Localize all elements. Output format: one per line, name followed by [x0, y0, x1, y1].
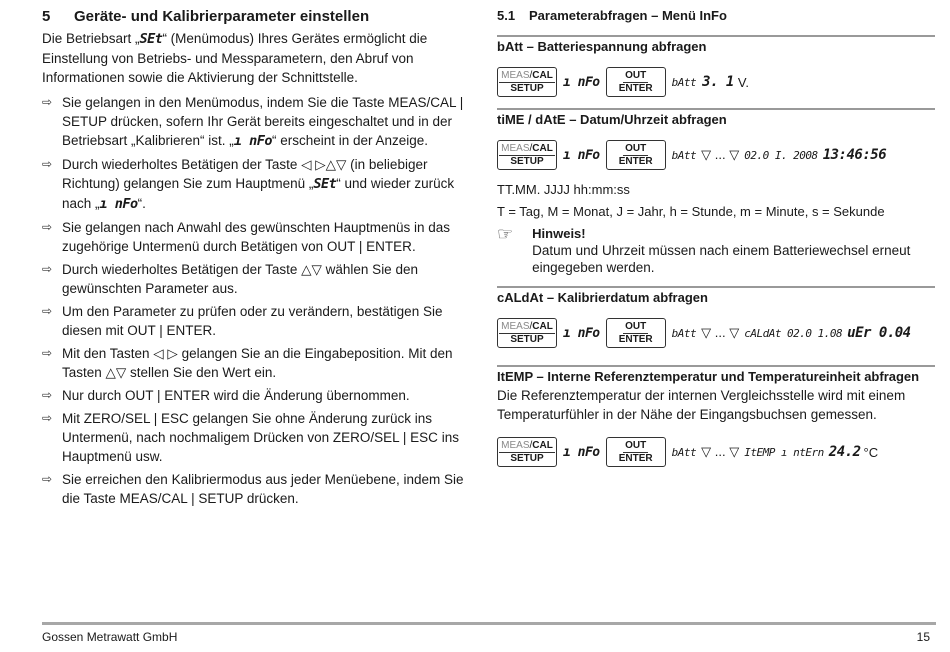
instruction-text: wird die Änderung übernommen. — [210, 388, 410, 403]
lcd-glyph: SEt — [313, 176, 337, 192]
cal-heading: cALdAt – Kalibrierdatum abfragen — [497, 286, 935, 305]
time-lcd-clock: 13:46:56 — [822, 147, 887, 163]
temp-lcd-text: ItEMP ı ntErn — [744, 445, 824, 459]
instruction-item — [42, 344, 478, 382]
instruction-text: Sie gelangen in den Menümodus, indem Sie die Taste — [62, 95, 389, 110]
key-label: OUT | ENTER — [125, 388, 211, 403]
lcd-glyph: ı nFo — [99, 196, 138, 212]
instruction-text: gelangen Sie ohne Änderung zurück ins Untermenü, nach nochmaligem Drücken von — [62, 411, 432, 445]
batt-heading: bAtt – Batteriespannung abfragen — [497, 35, 935, 54]
instruction-text: Um den Parameter zu prüfen oder zu verändern, bestätigen Sie diesen mit — [62, 304, 443, 338]
time-format: TT.MM. JJJJ hh:mm:ss — [497, 182, 630, 197]
left-column — [42, 8, 478, 512]
instruction-text: drücken. — [243, 491, 299, 506]
instruction-text: Sie erreichen den Kalibriermodus aus jeder Menüebene, indem Sie die Taste — [62, 472, 464, 506]
instruction-item — [42, 302, 478, 340]
temp-heading: ItEMP – Interne Referenztemperatur und Temperatureinheit abfragen — [497, 365, 935, 384]
instruction-text: Sie gelangen nach Anwahl des gewünschten Hauptmenüs in das zugehörige Untermenü durch Betätigen von — [62, 220, 451, 254]
key-label: OUT | ENTER — [127, 323, 213, 338]
instruction-text: ins Hauptmenü usw. — [62, 430, 459, 464]
cal-lcd-date: cALdAt 02.0 1.08 — [744, 326, 843, 340]
info-lcd: ı nFo — [563, 444, 600, 460]
batt-key-sequence — [497, 64, 935, 100]
key-label: ZERO/SEL | ESC — [83, 411, 189, 426]
key-label: ZERO/SEL | ESC — [332, 430, 438, 445]
cal-key-sequence — [497, 315, 935, 351]
info-lcd: ı nFo — [563, 325, 600, 341]
instruction-text: Mit den Tasten ◁ ▷ gelangen Sie an die Eingabeposition. Mit den Tasten △▽ stellen Sie den Wert ein. — [62, 346, 453, 380]
cal-dots: ▽ ... ▽ — [701, 325, 740, 340]
arrow-right-icon: ⇨ — [42, 472, 53, 486]
out-enter-key: OUT ENTER — [606, 140, 666, 170]
right-column — [497, 8, 935, 478]
time-dots: ▽ ... ▽ — [701, 147, 740, 162]
time-key-sequence — [497, 137, 935, 173]
batt-unit: V. — [737, 74, 749, 90]
cal-lcd-label: bAtt — [671, 326, 697, 340]
info-lcd: ı nFo — [563, 74, 600, 90]
instruction-text: Durch wiederholtes Betätigen der Taste △▽ wählen Sie den gewünschten Parameter aus. — [62, 262, 418, 296]
meas-cal-setup-key: MEAS/CAL SETUP — [497, 140, 557, 170]
temp-dots: ▽ ... ▽ — [701, 444, 740, 459]
meas-cal-setup-key: MEAS/CAL SETUP — [497, 318, 557, 348]
key-label: OUT | ENTER — [326, 239, 412, 254]
set-lcd: SEt — [139, 31, 163, 47]
arrow-right-icon: ⇨ — [42, 95, 53, 109]
instruction-item — [42, 409, 478, 466]
instruction-item — [42, 260, 478, 298]
hint-box — [497, 225, 935, 276]
instruction-item — [42, 470, 478, 508]
arrow-right-icon: ⇨ — [42, 220, 53, 234]
out-enter-key: OUT ENTER — [606, 318, 666, 348]
instruction-list — [42, 93, 478, 508]
arrow-right-icon: ⇨ — [42, 262, 53, 276]
arrow-right-icon: ⇨ — [42, 157, 53, 171]
arrow-right-icon: ⇨ — [42, 346, 53, 360]
lcd-glyph: ı nFo — [233, 133, 272, 149]
key-label: MEAS/CAL | SETUP — [62, 95, 464, 129]
arrow-right-icon: ⇨ — [42, 304, 53, 318]
temp-text: Die Referenztemperatur der internen Vergleichsstelle wird mit einem Temperaturfühler in der Nähe der Eingangsbuchsen gemessen. — [497, 388, 906, 422]
time-legend: T = Tag, M = Monat, J = Jahr, h = Stunde, m = Minute, s = Sekunde — [497, 204, 885, 219]
meas-cal-setup-key: MEAS/CAL SETUP — [497, 67, 557, 97]
instruction-text: “ erscheint in der Anzeige. — [271, 133, 429, 148]
info-lcd: ı nFo — [563, 147, 600, 163]
temp-key-sequence — [497, 434, 935, 470]
instruction-text: . — [212, 323, 217, 338]
arrow-right-icon: ⇨ — [42, 388, 53, 402]
time-lcd-label: bAtt — [671, 148, 697, 162]
temp-lcd-label: bAtt — [671, 445, 697, 459]
instruction-item — [42, 218, 478, 256]
instruction-text: . — [411, 239, 416, 254]
instruction-text: Mit — [62, 411, 84, 426]
section-5-title: 5 Geräte- und Kalibrierparameter einstellen — [42, 8, 370, 25]
intro-paragraph: Die Betriebsart „SEt“ (Menümodus) Ihres Gerätes ermöglicht die Einstellung von Betriebs- und Messparametern, den Abruf von Informationen sowie die Aktivierung der Schnittstelle. — [42, 31, 428, 85]
page-number: 15 — [916, 630, 930, 644]
arrow-right-icon: ⇨ — [42, 411, 53, 425]
instruction-item — [42, 386, 478, 405]
instruction-item — [42, 93, 478, 151]
cal-lcd-version: uEr 0.04 — [847, 325, 911, 341]
out-enter-key: OUT ENTER — [606, 437, 666, 467]
instruction-text: “. — [137, 196, 146, 211]
footer-company: Gossen Metrawatt GmbH — [42, 630, 178, 644]
instruction-text: Durch wiederholtes Betätigen der Taste ◁ ▷△▽ (in beliebiger Richtung) gelangen Sie zum Hauptmenü „ — [62, 157, 428, 191]
hint-text: Datum und Uhrzeit müssen nach einem Batteriewechsel erneut eingegeben werden. — [532, 243, 911, 275]
instruction-text: Nur durch — [62, 388, 126, 403]
instruction-text: drücken, sofern Ihr Gerät bereits eingeschaltet und in der Betriebsart „Kalibrieren“ ist. „ — [62, 114, 452, 148]
instruction-text: “ und wieder zurück nach „ — [62, 176, 455, 211]
key-label: MEAS/CAL | SETUP — [119, 491, 244, 506]
temp-unit: °C — [863, 444, 879, 460]
meas-cal-setup-key: MEAS/CAL SETUP — [497, 437, 557, 467]
temp-lcd-value: 24.2 — [828, 444, 861, 460]
batt-lcd-value: 3. 1 — [702, 74, 734, 90]
time-lcd-date: 02.0 I. 2008 — [744, 148, 818, 162]
footer-divider — [42, 622, 936, 625]
batt-lcd-label: bAtt — [671, 75, 697, 89]
out-enter-key: OUT ENTER — [606, 67, 666, 97]
section-5-1-title: 5.1 Parameterabfragen – Menü InFo — [497, 8, 727, 23]
hint-title: Hinweis! — [532, 226, 586, 241]
pointing-hand-icon: ☞ — [497, 224, 514, 244]
instruction-item — [42, 155, 478, 214]
time-heading: tiME / dAtE – Datum/Uhrzeit abfragen — [497, 108, 935, 127]
